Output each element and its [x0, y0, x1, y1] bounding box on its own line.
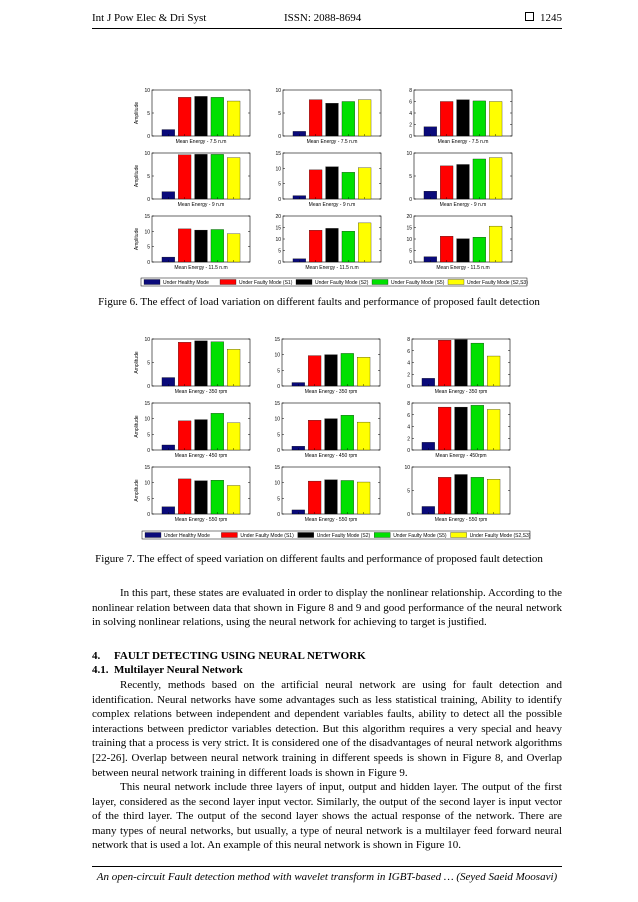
- bar: [487, 479, 500, 514]
- y-tick-label: 5: [278, 248, 281, 255]
- legend-label: Under Faulty Mode (S5): [391, 280, 445, 286]
- y-tick-label: 6: [407, 348, 410, 355]
- bar: [308, 420, 321, 450]
- x-axis-label: Mean Energy - 350 rpm: [174, 389, 228, 395]
- bar: [358, 223, 371, 262]
- legend-label: Under Healthy Mode: [164, 533, 210, 539]
- x-axis-label: Mean Energy - 550 rpm: [174, 517, 228, 523]
- legend-label: Under Faulty Mode (S2,S3): [467, 280, 528, 286]
- legend-swatch: [298, 533, 314, 538]
- figure-7-chart: [130, 335, 535, 541]
- bar: [195, 341, 208, 386]
- bar: [178, 229, 191, 262]
- figure-6: [105, 86, 535, 288]
- bar: [357, 422, 370, 450]
- y-tick-label: 15: [274, 401, 280, 407]
- page-number-group: [525, 12, 562, 24]
- y-tick-label: 15: [275, 225, 281, 232]
- bar: [341, 415, 354, 450]
- bar: [358, 168, 371, 199]
- subplot-1: [134, 337, 250, 395]
- y-tick-label: 0: [407, 384, 410, 390]
- bar: [471, 343, 484, 386]
- section-heading-4-1: 4.1. Multilayer Neural Network: [92, 664, 243, 676]
- legend: [141, 278, 528, 286]
- y-tick-label: 8: [407, 401, 410, 407]
- y-tick-label: 10: [144, 229, 150, 236]
- bar: [358, 100, 371, 136]
- bar: [195, 420, 208, 450]
- bar: [438, 407, 451, 450]
- y-tick-label: 0: [409, 260, 412, 266]
- y-tick-label: 0: [278, 197, 281, 203]
- figure-7-caption: Figure 7. The effect of speed variation on different faults and performance of proposed fault detection: [95, 553, 543, 565]
- issn: ISSN: 2088-8694: [284, 12, 362, 24]
- y-tick-label: 5: [147, 111, 150, 117]
- bar: [471, 405, 484, 450]
- bar: [178, 155, 191, 199]
- bar: [342, 102, 355, 137]
- y-tick-label: 5: [147, 244, 150, 251]
- y-tick-label: 2: [407, 372, 410, 379]
- bar: [440, 166, 453, 199]
- running-footer: An open-circuit Fault detection method with wavelet transform in IGBT-based … (Seyed Saeid Moosavi): [92, 866, 562, 883]
- legend-swatch: [296, 280, 312, 285]
- y-tick-label: 2: [409, 122, 412, 129]
- bar: [211, 413, 224, 450]
- x-axis-label: Mean Energy - 450rpm: [435, 453, 487, 459]
- legend-label: Under Faulty Mode (S2): [315, 280, 369, 286]
- legend-label: Under Faulty Mode (S2,S3): [469, 533, 531, 539]
- x-axis-label: Mean Energy - 7.5 n.m: [306, 139, 358, 145]
- bar: [325, 480, 338, 514]
- bar: [309, 170, 322, 199]
- header-rule: [92, 28, 562, 29]
- subplot-9: [406, 214, 512, 271]
- x-axis-label: Mean Energy - 350 rpm: [434, 389, 488, 395]
- bar: [489, 158, 502, 199]
- y-tick-label: 0: [409, 134, 412, 140]
- y-tick-label: 5: [147, 174, 150, 180]
- subplot-5: [274, 401, 380, 459]
- x-axis-label: Mean Energy - 11.5 n.m: [305, 265, 359, 271]
- figure-6-chart: [105, 86, 535, 288]
- bar: [309, 230, 322, 262]
- y-axis-label: Amplitude: [134, 101, 140, 125]
- bar: [326, 228, 339, 262]
- y-tick-label: 4: [407, 424, 410, 431]
- bar: [195, 96, 208, 136]
- bar: [440, 236, 453, 262]
- legend-swatch: [448, 280, 464, 285]
- figure-7: [130, 335, 535, 541]
- y-tick-label: 2: [407, 436, 410, 443]
- bar: [211, 229, 224, 262]
- bar: [178, 342, 191, 386]
- bar: [341, 353, 354, 386]
- x-axis-label: Mean Energy - 450 rpm: [304, 453, 358, 459]
- y-tick-label: 5: [147, 496, 150, 503]
- y-tick-label: 20: [406, 214, 412, 220]
- y-tick-label: 8: [409, 88, 412, 94]
- bar: [487, 356, 500, 386]
- bar: [341, 480, 354, 514]
- bar: [195, 230, 208, 262]
- subplot-6: [407, 401, 510, 459]
- y-tick-label: 0: [147, 197, 150, 203]
- subplot-3: [409, 88, 512, 145]
- x-axis-label: Mean Energy - 9 n.m: [177, 202, 225, 208]
- y-tick-label: 10: [144, 416, 150, 423]
- y-tick-label: 5: [278, 181, 281, 188]
- y-tick-label: 5: [147, 360, 150, 367]
- y-tick-label: 10: [274, 352, 280, 359]
- y-tick-label: 10: [404, 465, 410, 471]
- subplot-1: [134, 88, 250, 145]
- subplot-4: [134, 151, 250, 208]
- y-tick-label: 15: [274, 465, 280, 471]
- bar: [457, 239, 470, 262]
- subplot-4: [134, 401, 250, 459]
- bar: [227, 158, 240, 199]
- x-axis-label: Mean Energy - 350 rpm: [304, 389, 358, 395]
- bar: [326, 103, 339, 136]
- legend-swatch: [144, 280, 160, 285]
- y-tick-label: 10: [275, 166, 281, 173]
- paragraph-intro: In this part, these states are evaluated in order to display the nonlinear relationship. According to the nonlinear relation between data that shown in Figure 8 and 9 and good performance of the neural network in solving nonlinear relations, using the neural network for achieving to target is justified.: [92, 587, 562, 629]
- y-tick-label: 10: [144, 88, 150, 94]
- legend-swatch: [372, 280, 388, 285]
- x-axis-label: Mean Energy - 550 rpm: [434, 517, 488, 523]
- y-tick-label: 15: [144, 465, 150, 471]
- bar: [342, 231, 355, 262]
- bar: [440, 102, 453, 137]
- y-tick-label: 0: [407, 448, 410, 454]
- bar: [309, 100, 322, 136]
- bar: [211, 154, 224, 199]
- y-tick-label: 15: [144, 214, 150, 220]
- y-tick-label: 0: [278, 260, 281, 266]
- y-tick-label: 10: [144, 337, 150, 343]
- page-number: 1245: [540, 12, 562, 24]
- y-tick-label: 15: [274, 337, 280, 343]
- x-axis-label: Mean Energy - 7.5 n.m: [175, 139, 227, 145]
- bar: [325, 355, 338, 386]
- bar: [455, 407, 468, 450]
- bar: [211, 342, 224, 386]
- y-tick-label: 5: [277, 432, 280, 439]
- subplot-8: [275, 214, 381, 271]
- subplot-6: [406, 151, 512, 208]
- bar: [487, 409, 500, 450]
- bar: [438, 477, 451, 514]
- x-axis-label: Mean Energy - 11.5 n.m: [436, 265, 490, 271]
- y-tick-label: 5: [278, 111, 281, 117]
- bar: [489, 102, 502, 137]
- x-axis-label: Mean Energy - 11.5 n.m: [174, 265, 228, 271]
- subplot-8: [274, 465, 380, 523]
- legend-swatch: [221, 533, 237, 538]
- bar: [325, 419, 338, 450]
- journal-name: Int J Pow Elec & Dri Syst: [92, 12, 207, 24]
- bar: [308, 356, 321, 386]
- subplot-7: [134, 465, 250, 523]
- y-tick-label: 6: [409, 99, 412, 106]
- bar: [178, 479, 191, 514]
- x-axis-label: Mean Energy - 7.5 n.m: [437, 139, 489, 145]
- bar: [357, 357, 370, 386]
- bar: [438, 340, 451, 386]
- subplot-3: [407, 337, 510, 395]
- legend-swatch: [374, 533, 390, 538]
- bar: [326, 167, 339, 199]
- legend-label: Under Faulty Mode (S5): [393, 533, 447, 539]
- legend-swatch: [145, 533, 161, 538]
- y-tick-label: 10: [144, 151, 150, 157]
- bar: [227, 349, 240, 386]
- paragraph-neural-network: Recently, methods based on the artificial neural network are using for fault detection and identification. Neural networks have some advantages such as less statistical training, Ability to identify complex relations between independent and dependent variables faults, ability to detect all the possible interactions between predictor variables detection. But this algorithm requires a very special and heavy training that a process is very strict. It is considered one of the disadvantages of neural network algorithms [22-26]. Overlap between neural network training in different speeds is shown in Figure 8, and Overlap between neural network training in different loads is shown in Figure 9.: [92, 679, 562, 779]
- section-heading-4: 4. FAULT DETECTING USING NEURAL NETWORK: [92, 650, 366, 662]
- bar: [455, 340, 468, 386]
- subplot-7: [134, 214, 250, 271]
- x-axis-label: Mean Energy - 9 n.m: [308, 202, 356, 208]
- subplot-5: [275, 151, 381, 208]
- bar: [227, 485, 240, 514]
- y-tick-label: 5: [409, 248, 412, 255]
- y-tick-label: 0: [409, 197, 412, 203]
- y-tick-label: 10: [406, 151, 412, 157]
- y-tick-label: 0: [147, 260, 150, 266]
- figure-6-caption: Figure 6. The effect of load variation on different faults and performance of proposed fault detection: [98, 296, 540, 308]
- y-tick-label: 5: [407, 488, 410, 495]
- bar: [308, 481, 321, 514]
- subplot-2: [275, 88, 381, 145]
- y-axis-label: Amplitude: [134, 479, 140, 502]
- bar: [457, 165, 470, 200]
- legend-label: Under Healthy Mode: [163, 280, 209, 286]
- y-tick-label: 5: [277, 368, 280, 375]
- y-tick-label: 10: [275, 88, 281, 94]
- y-tick-label: 10: [144, 480, 150, 487]
- y-tick-label: 6: [407, 412, 410, 419]
- bar: [211, 97, 224, 136]
- legend-label: Under Faulty Mode (S2): [316, 533, 371, 539]
- bar: [473, 101, 486, 136]
- y-tick-label: 5: [277, 496, 280, 503]
- y-tick-label: 20: [275, 214, 281, 220]
- y-tick-label: 0: [147, 512, 150, 518]
- paragraph-layers: This neural network include three layers of input, output and hidden layer. The output of the first layer, considered as the second layer input vector. Similarly, the output of the second layer is input vector of the third layer. The output of the second layer shows the actual response of the network. There are many types of neural networks, but usually, a type of neural network is a multilayer feed forward neural network that is used a lot. An example of this neural network is shown in Figure 10.: [92, 781, 562, 852]
- y-tick-label: 15: [406, 225, 412, 232]
- y-tick-label: 15: [275, 151, 281, 157]
- y-tick-label: 0: [277, 384, 280, 390]
- y-axis-label: Amplitude: [134, 227, 140, 251]
- x-axis-label: Mean Energy - 550 rpm: [304, 517, 358, 523]
- y-tick-label: 4: [407, 360, 410, 367]
- x-axis-label: Mean Energy - 9 n.m: [439, 202, 487, 208]
- bar: [227, 423, 240, 450]
- legend-label: Under Faulty Mode (S1): [240, 533, 294, 539]
- bar: [489, 226, 502, 262]
- legend-swatch: [220, 280, 236, 285]
- bar: [178, 421, 191, 450]
- y-tick-label: 15: [144, 401, 150, 407]
- bar: [211, 480, 224, 514]
- y-tick-label: 4: [409, 111, 412, 117]
- y-tick-label: 0: [147, 384, 150, 390]
- y-tick-label: 0: [407, 512, 410, 518]
- y-tick-label: 10: [274, 480, 280, 487]
- y-tick-label: 0: [277, 512, 280, 518]
- y-tick-label: 0: [278, 134, 281, 140]
- y-tick-label: 8: [407, 337, 410, 343]
- bar: [195, 481, 208, 514]
- y-axis-label: Amplitude: [134, 164, 140, 188]
- bar: [178, 97, 191, 136]
- checkbox-glyph-icon: [525, 12, 534, 21]
- y-tick-label: 0: [147, 134, 150, 140]
- legend-label: Under Faulty Mode (S1): [239, 280, 293, 286]
- bar: [227, 101, 240, 136]
- y-tick-label: 10: [275, 237, 281, 243]
- y-tick-label: 0: [147, 448, 150, 454]
- bar: [227, 234, 240, 262]
- bar: [471, 477, 484, 514]
- y-tick-label: 10: [274, 416, 280, 423]
- legend: [142, 531, 531, 539]
- bar: [457, 100, 470, 136]
- x-axis-label: Mean Energy - 450 rpm: [174, 453, 228, 459]
- bar: [473, 237, 486, 262]
- legend-swatch: [451, 533, 467, 538]
- subplot-9: [404, 465, 510, 523]
- y-axis-label: Amplitude: [134, 351, 140, 374]
- y-tick-label: 0: [277, 448, 280, 454]
- y-tick-label: 5: [409, 174, 412, 180]
- subplot-2: [274, 337, 380, 395]
- bar: [357, 482, 370, 514]
- bar: [455, 475, 468, 514]
- y-tick-label: 5: [147, 432, 150, 439]
- running-header: [92, 12, 562, 28]
- y-tick-label: 10: [406, 237, 412, 243]
- bar: [342, 172, 355, 199]
- bar: [473, 159, 486, 199]
- bar: [195, 154, 208, 199]
- y-axis-label: Amplitude: [134, 415, 140, 438]
